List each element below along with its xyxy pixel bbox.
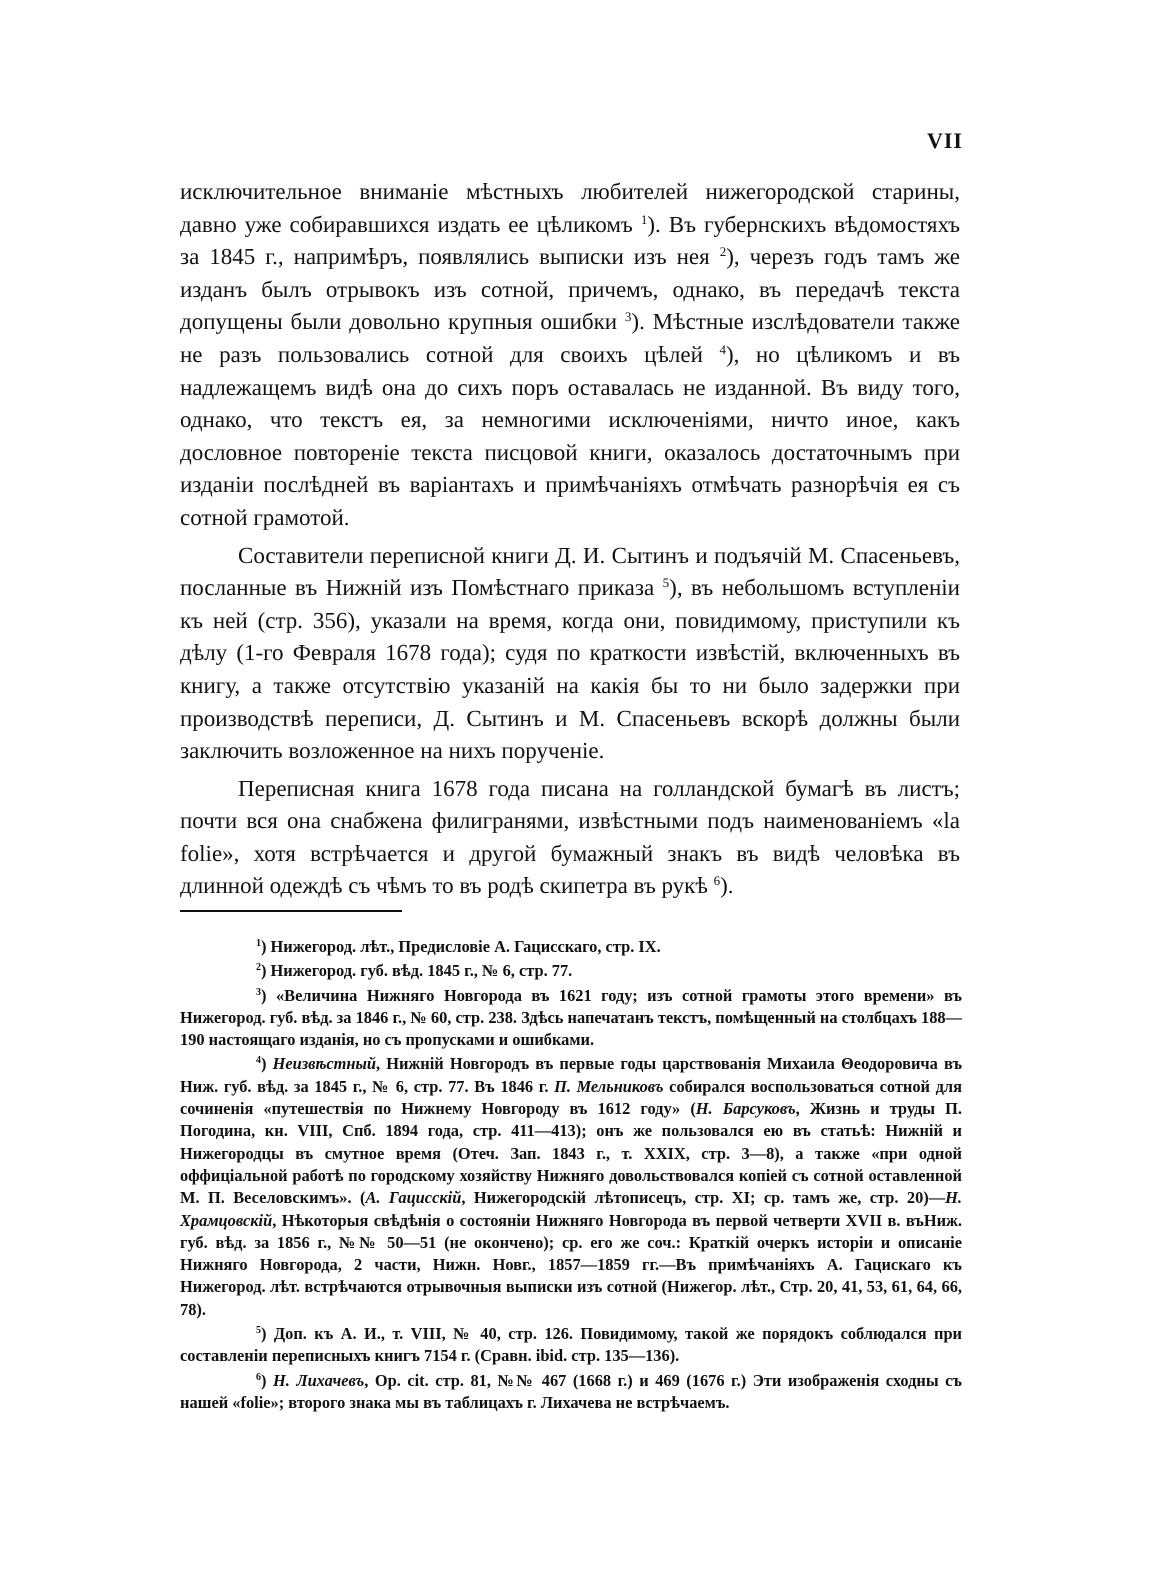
text-run: ), но цѣликомъ и въ надлежащемъ видѣ она до сихъ поръ оставалась не изданной. Въ виду того, однако, что текстъ ея, за немногими исключеніями, ничто иное, какъ дословное повтореніе текста писцовой книги, оказалось достаточнымъ при изданіи послѣдней въ варіантахъ и примѣчаніяхъ отмѣчать разнорѣчія ея съ сотной грамотой. xyxy=(180,341,961,530)
footnote-marker: 1 xyxy=(640,211,648,227)
text-run: ) xyxy=(261,1054,273,1074)
footnote xyxy=(180,985,962,1052)
text-run: ), черезъ годъ тамъ же изданъ былъ отрывокъ изъ сотной, причемъ, однако, въ передачѣ текста допущены были довольно крупныя ошибки xyxy=(180,244,961,335)
footnote-marker: 4 xyxy=(256,1055,261,1067)
footnote xyxy=(180,1323,962,1368)
text-run: Переписная книга 1678 года писана на голландской бумагѣ въ листъ; почти вся она снабжена филигранями, извѣстными подъ наименованіемъ «la folie», хотя встрѣчается и другой бумажный знакъ въ видѣ человѣка въ длинной одеждѣ съ чѣмъ то въ родѣ скипетра въ рукѣ xyxy=(180,775,960,899)
text-run: , Жизнь и труды П. Погодина, кн. VIII, Спб. 1894 года, стр. 411—413); онъ же пользовался ею въ статьѣ: Нижній и Нижегородцы въ смутное время (Отеч. Зап. 1843 г., т. XXIX, стр. 3—8), а также «при одной оффиціальной работѣ по городскому хозяйству Нижняго довольствовался копіей съ сотной оставленной М. П. Веселовскимъ». ( xyxy=(180,1099,963,1208)
footnote-marker: 3 xyxy=(256,986,261,998)
italic-author: Н. Храмцовскій xyxy=(180,1188,963,1230)
text-run: ), въ небольшомъ вступленіи къ ней (стр. 356), указали на время, когда они, повидимому, приступили къ дѣлу (1-го Февраля 1678 года); судя по краткости извѣстій, включенныхъ въ книгу, а также отсутствію указаній на какія бы то ни было задержки при производствѣ переписи, Д. Сытинъ и М. Спасеньевъ вскорѣ должны были заключить возложенное на нихъ порученіе. xyxy=(180,575,960,764)
italic-author: П. Мельниковъ xyxy=(554,1076,664,1096)
text-run: ) «Величина Нижняго Новгорода въ 1621 году; изъ сотной грамоты этого времени» въ Нижегород. губ. вѣд. за 1846 г., № 60, стр. 238. Здѣсь напечатанъ текстъ, помѣщенный на столбцахъ 188—190 настоящаго изданія, но съ пропусками и ошибками. xyxy=(180,985,962,1050)
footnote xyxy=(180,1053,962,1321)
body-paragraph xyxy=(180,176,960,535)
text-run: собирался воспользоваться сотной для сочиненія «путешествія по Нижнему Новгороду въ 1612 году» ( xyxy=(180,1076,962,1119)
footnote-divider xyxy=(180,910,402,912)
footnote-marker: 6 xyxy=(256,1371,261,1383)
footnote xyxy=(180,960,962,982)
italic-author: Неизвѣстный xyxy=(272,1054,376,1074)
italic-author: А. Гацисскій xyxy=(365,1188,462,1208)
footnote-marker: 3 xyxy=(624,309,632,325)
text-run: ). xyxy=(720,873,734,899)
footnote-marker: 6 xyxy=(713,873,721,889)
footnote xyxy=(180,1370,962,1415)
footnote-marker: 5 xyxy=(256,1325,261,1337)
text-run: Составители переписной книги Д. И. Сытинъ и подъячій М. Спасеньевъ, посланные въ Нижній изъ Помѣстнаго приказа xyxy=(180,542,960,601)
footnote-marker: 5 xyxy=(662,575,670,591)
text-run: ) Нижегород. губ. вѣд. 1845 г., № 6, стр. 77. xyxy=(261,961,573,981)
text-run: , Нижегородскій лѣтописецъ, стр. XI; ср. тамъ же, стр. 20)— xyxy=(461,1188,946,1208)
footnote xyxy=(180,936,962,958)
text-run: ) Нижегород. лѣт., Предисловіе А. Гацисскаго, стр. IX. xyxy=(261,937,661,956)
text-run: , Op. cit. стр. 81, №№ 467 (1668 г.) и 469 (1676 г.) Эти изображенія сходны съ нашей «folie»; второго знака мы въ таблицахъ г. Лихачева не встрѣчаемъ. xyxy=(180,1370,962,1412)
body-paragraph xyxy=(180,773,960,903)
italic-author: Н. Лихачевъ xyxy=(272,1370,365,1390)
body-paragraph xyxy=(180,540,960,768)
text-run: ). Въ губернскихъ вѣдомостяхъ за 1845 г., напримѣръ, появлялись выписки изъ нея xyxy=(180,211,960,270)
italic-author: Н. Барсуковъ xyxy=(695,1099,796,1119)
footnote-marker: 2 xyxy=(256,962,261,974)
footnotes xyxy=(180,936,962,1416)
page-number: VII xyxy=(926,128,963,153)
main-text xyxy=(180,176,960,903)
text-run: , Нижній Новгородъ въ первые годы царствованія Михаила Θеодоровича въ Ниж. губ. вѣд. за 1845 г., № 6, стр. 77. Въ 1846 г. xyxy=(180,1054,962,1096)
text-run: ). Мѣстные изслѣдователи также не разъ пользовались сотной для своихъ цѣлей xyxy=(180,309,961,367)
footnote-marker: 1 xyxy=(256,938,261,949)
footnote-marker: 2 xyxy=(719,244,727,260)
text-run: , Нѣкоторыя свѣдѣнія о состояніи Нижняго Новгорода въ первой четверти XVII в. въНиж. губ. вѣд. за 1856 г., №№ 50—51 (не окончено); ср. его же соч.: Краткій очеркъ исторіи и описаніе Нижняго Новгорода, 2 части, Нижн. Новг., 1857—1859 гг.—Въ примѣчаніяхъ А. Гацискаго къ Нижегород. лѣт. встрѣчаются отрывочныя выписки изъ сотной (Нижегор. лѣт., Стр. 20, 41, 53, 61, 64, 66, 78). xyxy=(180,1210,962,1319)
text-run: ) Доп. къ А. И., т. VIII, № 40, стр. 126. Повидимому, такой же порядокъ соблюдался при составленіи переписныхъ книгъ 7154 г. (Сравн. ibid. стр. 135—136). xyxy=(180,1324,962,1366)
footnote-marker: 4 xyxy=(719,341,726,357)
text-run: исключительное вниманіе мѣстныхъ любителей нижегородской старины, давно уже собиравшихся издать ее цѣликомъ xyxy=(180,179,960,237)
text-run: ) xyxy=(261,1370,273,1390)
